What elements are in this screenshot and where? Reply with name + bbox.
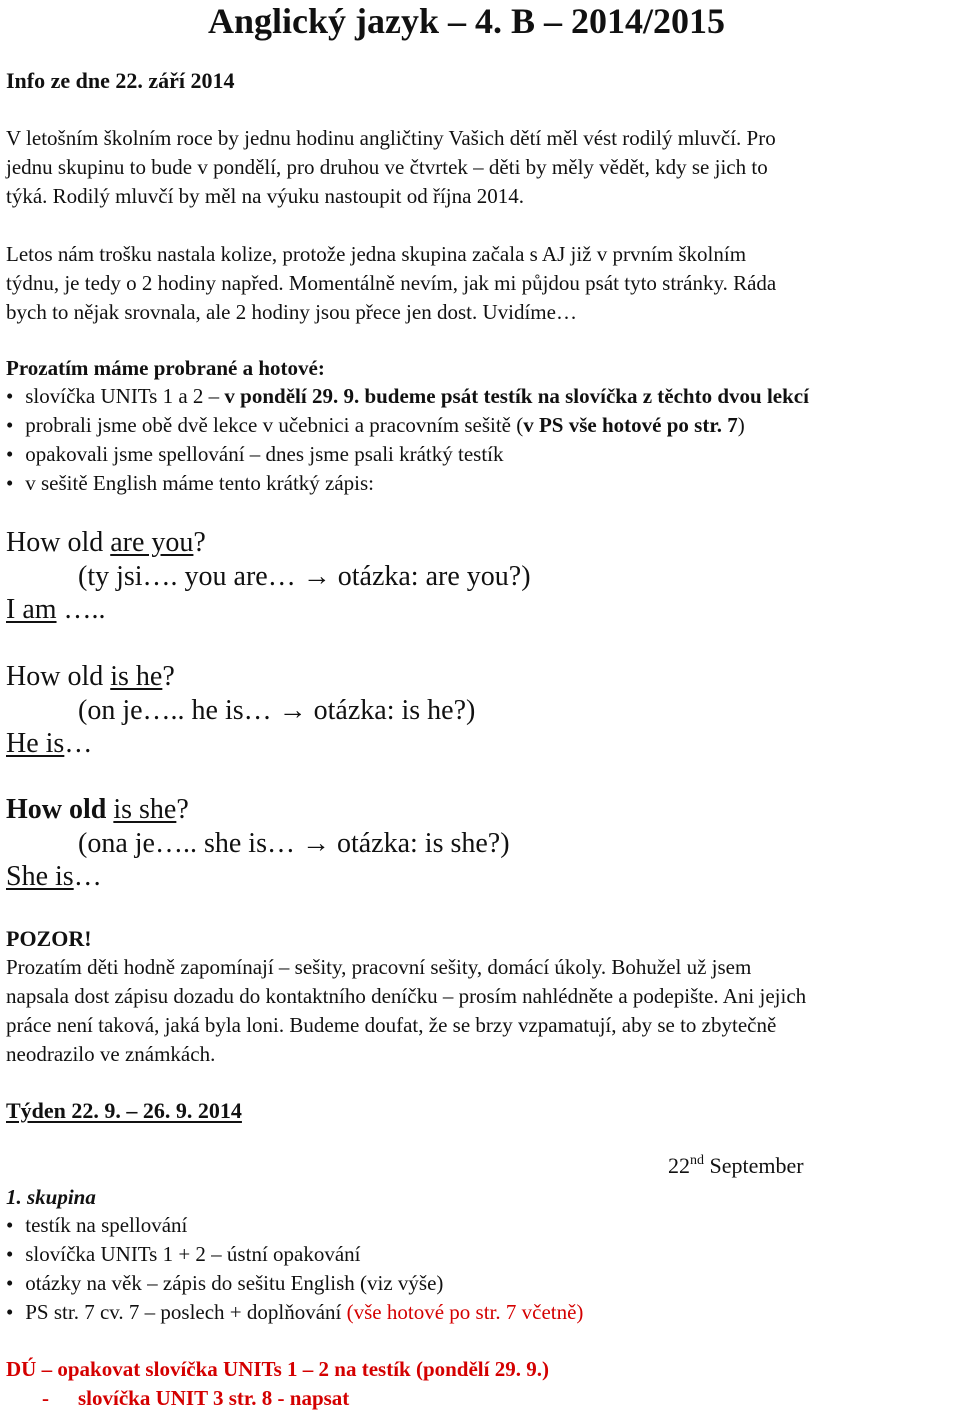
done-item-lessons — [6, 413, 745, 438]
done-item-lessons-close: ) — [737, 413, 745, 437]
week-date-month: September — [704, 1153, 804, 1178]
question-he-b: is he — [110, 661, 163, 692]
week-item-3-text: otázky na věk – zápis do sešitu English (viz výše) — [25, 1271, 444, 1295]
week-item-4-note: (vše hotové po str. 7 včetně) — [346, 1300, 584, 1324]
week-date-num: 22 — [668, 1153, 690, 1178]
question-you-a: How old — [6, 527, 111, 558]
intro2-line-3: bych to nějak srovnala, ale 2 hodiny jsou přece jen dost. Uvidíme… — [6, 300, 577, 324]
question-you-c: ? — [193, 527, 206, 558]
done-item-vocab — [6, 384, 809, 409]
question-you-b: are you — [110, 527, 194, 558]
homework-line: DÚ – opakovat slovíčka UNITs 1 – 2 na testík (pondělí 29. 9.) — [6, 1357, 549, 1381]
done-item-vocab-text: slovíčka UNITs 1 a 2 – — [25, 384, 225, 408]
week-item-2-text: slovíčka UNITs 1 + 2 – ústní opakování — [25, 1242, 361, 1266]
done-item-lessons-text: probrali jsme obě dvě lekce v učebnici a pracovním sešitě ( — [25, 413, 524, 437]
week-item-4-text: PS str. 7 cv. 7 – poslech + doplňování — [25, 1300, 347, 1324]
week-item-2 — [6, 1242, 361, 1267]
intro-line-3: týká. Rodilý mluvčí by měl na výuku nastoupit od října 2014. — [6, 184, 524, 208]
question-you — [6, 527, 206, 559]
homework-sub-dash: - — [42, 1386, 49, 1410]
question-he-a: How old — [6, 661, 111, 692]
answer-i-am — [6, 594, 106, 626]
warning-line-4: neodrazilo ve známkách. — [6, 1042, 216, 1066]
intro-line-2: jednu skupinu to bude v pondělí, pro druhou ve čtvrtek – děti by měly vědět, kdy se jich to — [6, 155, 768, 179]
done-item-notes-text: v sešitě English máme tento krátký zápis: — [25, 471, 375, 495]
hint-you: (ty jsi…. you are… → otázka: are you?) — [78, 561, 531, 592]
week-date-sup: nd — [690, 1153, 704, 1168]
answer-he-is-underlined: He is — [6, 728, 65, 759]
done-item-notes — [6, 471, 374, 496]
hint-she: (ona je….. she is… → otázka: is she?) — [78, 828, 510, 859]
warning-line-3: práce není taková, jaká byla loni. Budeme doufat, že se brzy vzpamatují, aby se to zbytečně — [6, 1013, 777, 1037]
week-item-4 — [6, 1300, 583, 1325]
answer-she-is-underlined: She is — [6, 861, 74, 892]
done-heading: Prozatím máme probrané a hotové: — [6, 356, 325, 380]
week-item-1-text: testík na spellování — [25, 1213, 188, 1237]
question-she-a: How old — [6, 794, 107, 825]
done-item-spelling — [6, 442, 504, 467]
answer-he-is-rest: … — [64, 728, 93, 759]
group-heading: 1. skupina — [6, 1185, 96, 1209]
question-he-c: ? — [162, 661, 175, 692]
done-item-vocab-test: v pondělí 29. 9. budeme psát testík na slovíčka z těchto dvou lekcí — [224, 384, 809, 408]
intro2-line-2: týdnu, je tedy o 2 hodiny napřed. Momentálně nevím, jak mi půjdou psát tyto stránky. Ráda — [6, 271, 777, 295]
question-she-c: ? — [176, 794, 189, 825]
hint-he: (on je….. he is… → otázka: is he?) — [78, 695, 476, 726]
done-item-lessons-ps: v PS vše hotové po str. 7 — [523, 413, 738, 437]
warning-line-1: Prozatím děti hodně zapomínají – sešity, pracovní sešity, domácí úkoly. Bohužel už jsem — [6, 955, 752, 979]
answer-i-am-underlined: I am — [6, 594, 57, 625]
answer-he-is — [6, 728, 92, 760]
question-he — [6, 661, 175, 693]
intro-line-1: V letošním školním roce by jednu hodinu angličtiny Vašich dětí měl vést rodilý mluvčí. Pro — [6, 126, 776, 150]
done-item-spelling-text: opakovali jsme spellování – dnes jsme psali krátký testík — [25, 442, 504, 466]
info-date: Info ze dne 22. září 2014 — [6, 68, 235, 93]
week-date — [668, 1153, 804, 1179]
week-item-1 — [6, 1213, 187, 1238]
question-she — [6, 794, 189, 826]
answer-she-is-rest: … — [73, 861, 102, 892]
intro2-line-1: Letos nám trošku nastala kolize, protože jedna skupina začala s AJ již v prvním školním — [6, 242, 747, 266]
answer-she-is — [6, 861, 102, 893]
week-heading: Týden 22. 9. – 26. 9. 2014 — [6, 1098, 242, 1123]
page-title: Anglický jazyk – 4. B – 2014/2015 — [208, 1, 726, 41]
warning-heading: POZOR! — [6, 926, 92, 951]
week-item-3 — [6, 1271, 443, 1296]
homework-sub: slovíčka UNIT 3 str. 8 - napsat — [78, 1386, 350, 1410]
answer-i-am-rest: ….. — [56, 594, 106, 625]
question-she-b: is she — [113, 794, 177, 825]
warning-line-2: napsala dost zápisu dozadu do kontaktního deníčku – prosím nahlédněte a podepište. Ani jejich — [6, 984, 807, 1008]
